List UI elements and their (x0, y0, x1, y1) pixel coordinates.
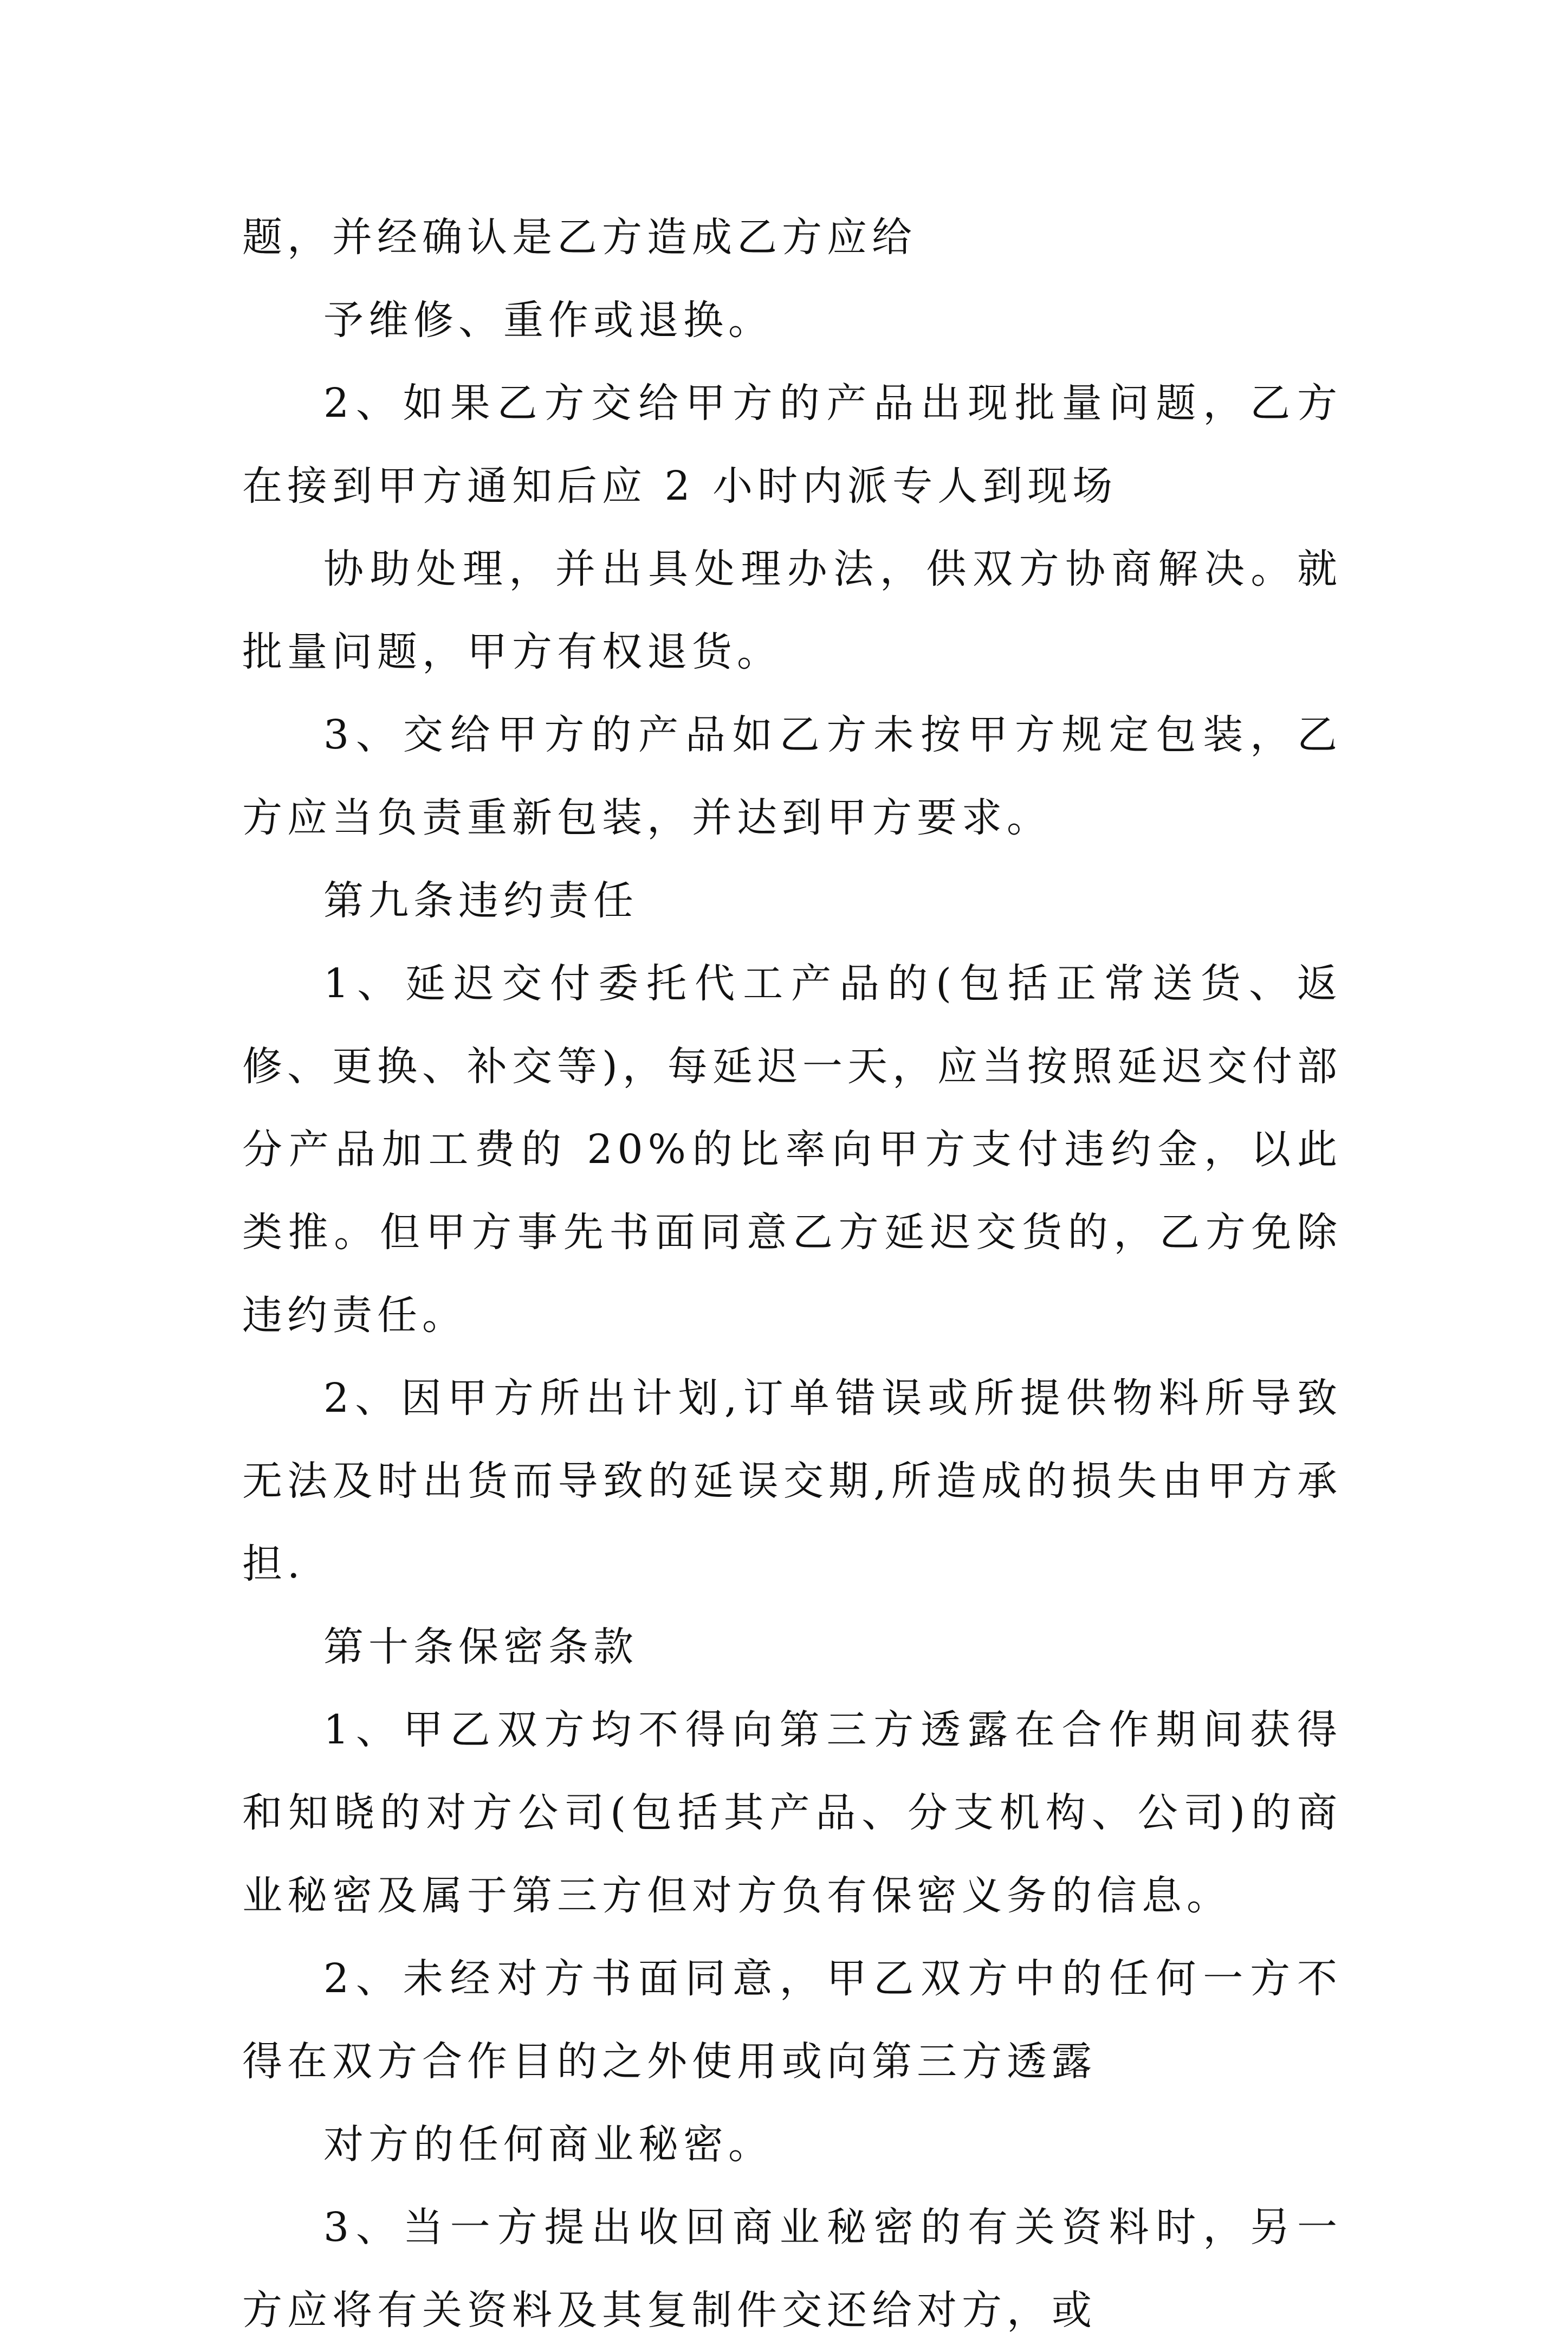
paragraph: 3、当一方提出收回商业秘密的有关资料时，另一方应将有关资料及其复制件交还给对方，或 (242, 2204, 1342, 2334)
section-heading: 第九条违约责任 (323, 877, 638, 924)
paragraph: 题，并经确认是乙方造成乙方应给 (242, 214, 917, 261)
paragraph: 1、延迟交付委托代工产品的(包括正常送货、返修、更换、补交等)，每延迟一天，应当按照延迟交付部分产品加工费的 20%的比率向甲方支付违约金，以此类推。但甲方事先书面同意乙方延迟交货的，乙方免除违约责任。 (242, 960, 1342, 1339)
paragraph: 予维修、重作或退换。 (323, 297, 773, 344)
paragraph: 2、未经对方书面同意，甲乙双方中的任何一方不得在双方合作目的之外使用或向第三方透露 (242, 1955, 1342, 2085)
paragraph: 2、因甲方所出计划,订单错误或所提供物料所导致无法及时出货而导致的延误交期,所造成的损失由甲方承担. (242, 1375, 1342, 1587)
paragraph: 3、交给甲方的产品如乙方未按甲方规定包装，乙方应当负责重新包装，并达到甲方要求。 (242, 712, 1342, 841)
paragraph: 对方的任何商业秘密。 (323, 2121, 773, 2168)
paragraph: 协助处理，并出具处理办法，供双方协商解决。就批量问题，甲方有权退货。 (242, 546, 1342, 675)
section-heading: 第十条保密条款 (323, 1624, 638, 1670)
document-body (242, 196, 1342, 2352)
paragraph: 1、甲乙双方均不得向第三方透露在合作期间获得和知晓的对方公司(包括其产品、分支机构、公司)的商业秘密及属于第三方但对方负有保密义务的信息。 (242, 1707, 1342, 1919)
paragraph: 2、如果乙方交给甲方的产品出现批量问题，乙方在接到甲方通知后应 2 小时内派专人到现场 (242, 380, 1342, 509)
